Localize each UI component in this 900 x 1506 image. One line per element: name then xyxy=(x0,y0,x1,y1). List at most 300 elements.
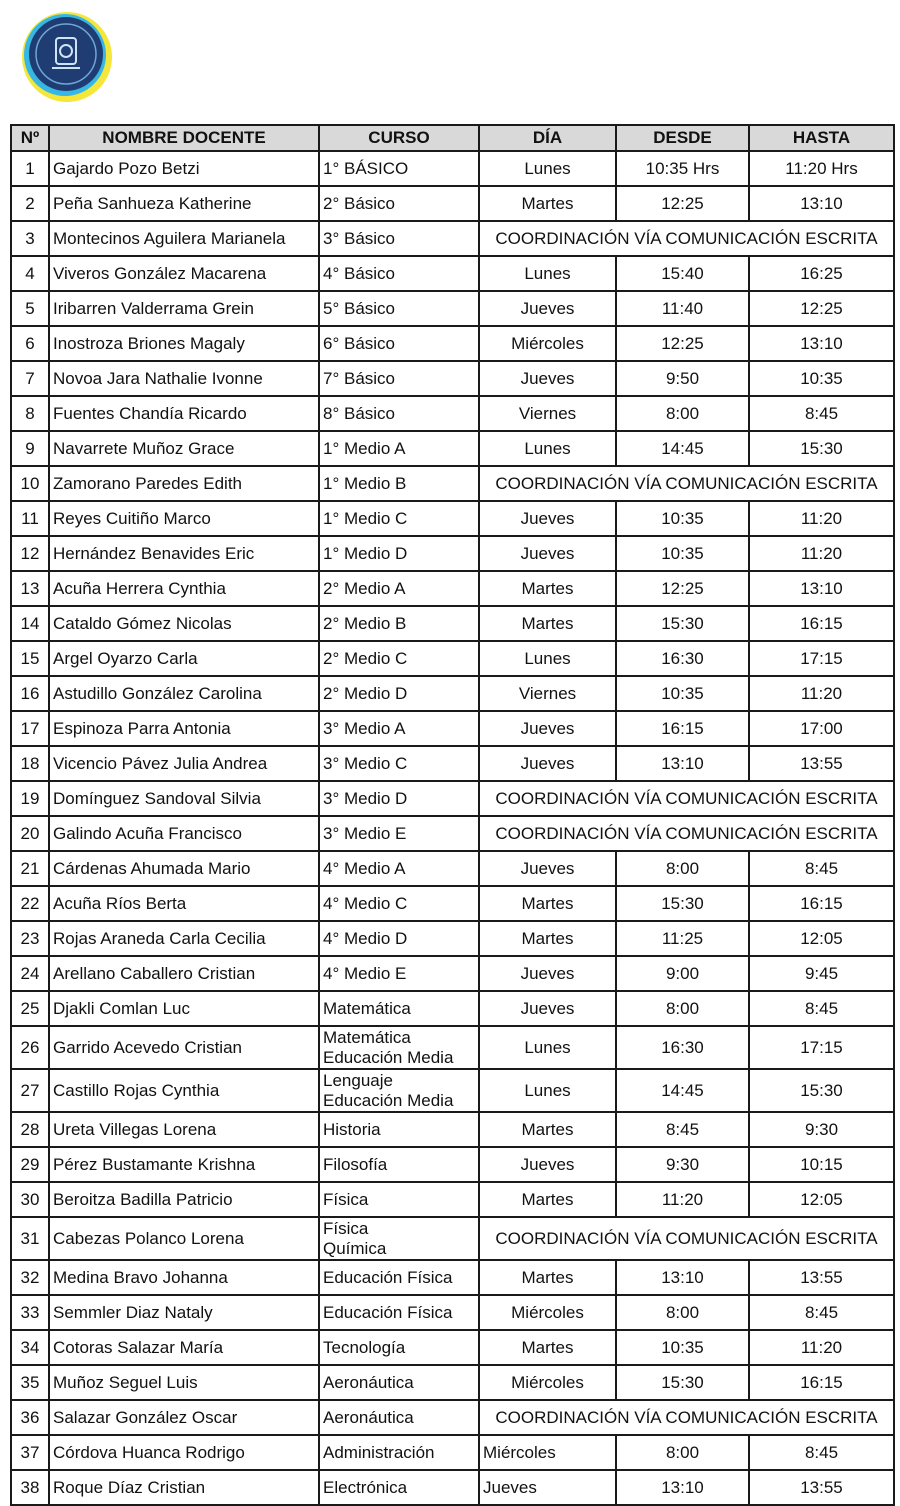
start-time: 8:00 xyxy=(616,851,749,886)
row-number: 2 xyxy=(11,186,49,221)
course-name: Física xyxy=(323,1218,369,1238)
course-name: 2° Básico xyxy=(323,193,396,213)
teacher-name: Salazar González Oscar xyxy=(49,1400,319,1435)
course-cell xyxy=(319,186,479,221)
course-name: Historia xyxy=(323,1119,381,1139)
course-cell xyxy=(319,1182,479,1217)
table-row xyxy=(11,1217,894,1260)
start-time: 15:40 xyxy=(616,256,749,291)
row-number: 33 xyxy=(11,1295,49,1330)
teacher-name: Novoa Jara Nathalie Ivonne xyxy=(49,361,319,396)
teacher-name: Medina Bravo Johanna xyxy=(49,1260,319,1295)
teacher-name: Cataldo Gómez Nicolas xyxy=(49,606,319,641)
row-number: 11 xyxy=(11,501,49,536)
course-name: 1° Medio A xyxy=(323,438,406,458)
course-cell xyxy=(319,991,479,1026)
end-time: 16:25 xyxy=(749,256,894,291)
course-cell xyxy=(319,431,479,466)
teacher-name: Cotoras Salazar María xyxy=(49,1330,319,1365)
teacher-name: Argel Oyarzo Carla xyxy=(49,641,319,676)
teacher-name: Gajardo Pozo Betzi xyxy=(49,151,319,186)
row-number: 16 xyxy=(11,676,49,711)
column-header-day: DÍA xyxy=(479,125,616,151)
teacher-name: Acuña Ríos Berta xyxy=(49,886,319,921)
row-number: 19 xyxy=(11,781,49,816)
day-cell: Martes xyxy=(479,571,616,606)
teacher-name: Hernández Benavides Eric xyxy=(49,536,319,571)
course-name: 3° Medio C xyxy=(323,753,408,773)
teacher-name: Garrido Acevedo Cristian xyxy=(49,1026,319,1069)
table-row xyxy=(11,571,894,606)
day-cell: Jueves xyxy=(479,746,616,781)
teacher-name: Rojas Araneda Carla Cecilia xyxy=(49,921,319,956)
teacher-name: Beroitza Badilla Patricio xyxy=(49,1182,319,1217)
end-time: 9:30 xyxy=(749,1112,894,1147)
course-cell xyxy=(319,851,479,886)
table-row xyxy=(11,221,894,256)
table-row xyxy=(11,1435,894,1470)
row-number: 17 xyxy=(11,711,49,746)
table-row xyxy=(11,151,894,186)
teacher-name: Pérez Bustamante Krishna xyxy=(49,1147,319,1182)
course-name: 3° Medio D xyxy=(323,788,408,808)
teacher-name: Viveros González Macarena xyxy=(49,256,319,291)
course-cell xyxy=(319,571,479,606)
start-time: 8:00 xyxy=(616,396,749,431)
teacher-name: Fuentes Chandía Ricardo xyxy=(49,396,319,431)
start-time: 9:30 xyxy=(616,1147,749,1182)
teacher-name: Cárdenas Ahumada Mario xyxy=(49,851,319,886)
course-name: Aeronáutica xyxy=(323,1372,414,1392)
course-name: Educación Física xyxy=(323,1302,453,1322)
table-row xyxy=(11,816,894,851)
row-number: 15 xyxy=(11,641,49,676)
teacher-name: Córdova Huanca Rodrigo xyxy=(49,1435,319,1470)
start-time: 8:00 xyxy=(616,1295,749,1330)
teacher-name: Roque Díaz Cristian xyxy=(49,1470,319,1505)
course-cell xyxy=(319,921,479,956)
course-cell xyxy=(319,886,479,921)
end-time: 12:05 xyxy=(749,921,894,956)
course-cell xyxy=(319,326,479,361)
course-name: 2° Medio D xyxy=(323,683,408,703)
start-time: 8:00 xyxy=(616,991,749,1026)
table-row xyxy=(11,851,894,886)
start-time: 8:00 xyxy=(616,1435,749,1470)
row-number: 7 xyxy=(11,361,49,396)
column-header-to: HASTA xyxy=(749,125,894,151)
course-cell xyxy=(319,1147,479,1182)
end-time: 8:45 xyxy=(749,1295,894,1330)
day-cell: Jueves xyxy=(479,291,616,326)
day-cell: Martes xyxy=(479,886,616,921)
table-row xyxy=(11,1330,894,1365)
course-name: 3° Medio E xyxy=(323,823,407,843)
teacher-name: Iribarren Valderrama Grein xyxy=(49,291,319,326)
end-time: 13:55 xyxy=(749,1260,894,1295)
teacher-name: Inostroza Briones Magaly xyxy=(49,326,319,361)
table-row xyxy=(11,1112,894,1147)
row-number: 35 xyxy=(11,1365,49,1400)
table-header-row xyxy=(11,125,894,151)
day-cell: Lunes xyxy=(479,431,616,466)
start-time: 9:50 xyxy=(616,361,749,396)
teacher-name: Zamorano Paredes Edith xyxy=(49,466,319,501)
day-cell: Jueves xyxy=(479,1147,616,1182)
column-header-number: Nº xyxy=(11,125,49,151)
table-body xyxy=(11,151,894,1505)
course-name: 4° Básico xyxy=(323,263,396,283)
course-name: Matemática xyxy=(323,1027,411,1047)
day-cell: Jueves xyxy=(479,711,616,746)
row-number: 9 xyxy=(11,431,49,466)
row-number: 27 xyxy=(11,1069,49,1112)
table-row xyxy=(11,291,894,326)
start-time: 16:15 xyxy=(616,711,749,746)
day-cell: Lunes xyxy=(479,641,616,676)
row-number: 14 xyxy=(11,606,49,641)
course-name: 6° Básico xyxy=(323,333,396,353)
course-cell xyxy=(319,1470,479,1505)
end-time: 17:00 xyxy=(749,711,894,746)
teacher-name: Djakli Comlan Luc xyxy=(49,991,319,1026)
end-time: 9:45 xyxy=(749,956,894,991)
start-time: 10:35 xyxy=(616,536,749,571)
end-time: 8:45 xyxy=(749,991,894,1026)
day-cell: Martes xyxy=(479,1330,616,1365)
coordination-note: COORDINACIÓN VÍA COMUNICACIÓN ESCRITA xyxy=(479,781,894,816)
course-name: Educación Física xyxy=(323,1267,453,1287)
day-cell: Jueves xyxy=(479,991,616,1026)
row-number: 31 xyxy=(11,1217,49,1260)
day-cell: Jueves xyxy=(479,851,616,886)
end-time: 8:45 xyxy=(749,1435,894,1470)
end-time: 13:10 xyxy=(749,326,894,361)
course-name: 2° Medio B xyxy=(323,613,407,633)
course-name: Lenguaje xyxy=(323,1070,393,1090)
teacher-name: Montecinos Aguilera Marianela xyxy=(49,221,319,256)
end-time: 11:20 Hrs xyxy=(749,151,894,186)
table-row xyxy=(11,956,894,991)
course-name: 4° Medio A xyxy=(323,858,406,878)
course-cell xyxy=(319,606,479,641)
course-name: Matemática xyxy=(323,998,411,1018)
course-name: 7° Básico xyxy=(323,368,396,388)
teacher-name: Navarrete Muñoz Grace xyxy=(49,431,319,466)
day-cell: Viernes xyxy=(479,396,616,431)
course-name: 2° Medio C xyxy=(323,648,408,668)
end-time: 10:35 xyxy=(749,361,894,396)
end-time: 13:55 xyxy=(749,1470,894,1505)
start-time: 12:25 xyxy=(616,326,749,361)
course-cell xyxy=(319,1435,479,1470)
table-row xyxy=(11,1470,894,1505)
course-cell xyxy=(319,1026,479,1069)
day-cell: Miércoles xyxy=(479,326,616,361)
table-row xyxy=(11,921,894,956)
column-header-course: CURSO xyxy=(319,125,479,151)
table-row xyxy=(11,186,894,221)
table-row xyxy=(11,1069,894,1112)
day-cell: Martes xyxy=(479,606,616,641)
course-name: Tecnología xyxy=(323,1337,406,1357)
coordination-note: COORDINACIÓN VÍA COMUNICACIÓN ESCRITA xyxy=(479,1217,894,1260)
course-cell xyxy=(319,151,479,186)
row-number: 34 xyxy=(11,1330,49,1365)
day-cell: Jueves xyxy=(479,956,616,991)
day-cell: Jueves xyxy=(479,536,616,571)
table-row xyxy=(11,466,894,501)
end-time: 16:15 xyxy=(749,886,894,921)
course-cell xyxy=(319,256,479,291)
course-name: 4° Medio E xyxy=(323,963,407,983)
row-number: 20 xyxy=(11,816,49,851)
column-header-teacher: NOMBRE DOCENTE xyxy=(49,125,319,151)
row-number: 30 xyxy=(11,1182,49,1217)
course-cell xyxy=(319,466,479,501)
teacher-name: Semmler Diaz Nataly xyxy=(49,1295,319,1330)
course-cell xyxy=(319,501,479,536)
day-cell: Martes xyxy=(479,1112,616,1147)
course-name: 2° Medio A xyxy=(323,578,406,598)
teacher-name: Reyes Cuitiño Marco xyxy=(49,501,319,536)
course-name: Educación Media xyxy=(323,1047,454,1067)
table-row xyxy=(11,536,894,571)
teacher-schedule-table xyxy=(10,124,895,1506)
course-name: Administración xyxy=(323,1442,435,1462)
table-row xyxy=(11,361,894,396)
school-logo xyxy=(20,10,114,104)
course-cell xyxy=(319,221,479,256)
course-cell xyxy=(319,536,479,571)
start-time: 15:30 xyxy=(616,886,749,921)
coordination-note: COORDINACIÓN VÍA COMUNICACIÓN ESCRITA xyxy=(479,466,894,501)
row-number: 21 xyxy=(11,851,49,886)
course-name: 1° Medio D xyxy=(323,543,408,563)
teacher-name: Ureta Villegas Lorena xyxy=(49,1112,319,1147)
teacher-name: Vicencio Pávez Julia Andrea xyxy=(49,746,319,781)
teacher-name: Arellano Caballero Cristian xyxy=(49,956,319,991)
end-time: 11:20 xyxy=(749,536,894,571)
table-row xyxy=(11,1295,894,1330)
start-time: 16:30 xyxy=(616,1026,749,1069)
start-time: 11:20 xyxy=(616,1182,749,1217)
day-cell: Martes xyxy=(479,186,616,221)
row-number: 37 xyxy=(11,1435,49,1470)
end-time: 12:05 xyxy=(749,1182,894,1217)
course-cell xyxy=(319,711,479,746)
course-cell xyxy=(319,1365,479,1400)
coordination-note: COORDINACIÓN VÍA COMUNICACIÓN ESCRITA xyxy=(479,221,894,256)
start-time: 12:25 xyxy=(616,186,749,221)
start-time: 14:45 xyxy=(616,431,749,466)
course-cell xyxy=(319,781,479,816)
table-row xyxy=(11,1400,894,1435)
row-number: 18 xyxy=(11,746,49,781)
row-number: 13 xyxy=(11,571,49,606)
teacher-name: Espinoza Parra Antonia xyxy=(49,711,319,746)
start-time: 12:25 xyxy=(616,571,749,606)
course-cell xyxy=(319,956,479,991)
course-cell xyxy=(319,1295,479,1330)
course-name: Electrónica xyxy=(323,1477,408,1497)
course-name: 4° Medio D xyxy=(323,928,408,948)
course-name: 4° Medio C xyxy=(323,893,408,913)
end-time: 16:15 xyxy=(749,1365,894,1400)
start-time: 10:35 Hrs xyxy=(616,151,749,186)
course-name: 1° BÁSICO xyxy=(323,158,409,178)
teacher-name: Peña Sanhueza Katherine xyxy=(49,186,319,221)
end-time: 11:20 xyxy=(749,501,894,536)
coordination-note: COORDINACIÓN VÍA COMUNICACIÓN ESCRITA xyxy=(479,816,894,851)
table-row xyxy=(11,396,894,431)
course-name: Física xyxy=(323,1189,369,1209)
row-number: 4 xyxy=(11,256,49,291)
row-number: 5 xyxy=(11,291,49,326)
table-row xyxy=(11,781,894,816)
start-time: 9:00 xyxy=(616,956,749,991)
course-cell xyxy=(319,641,479,676)
teacher-name: Astudillo González Carolina xyxy=(49,676,319,711)
start-time: 15:30 xyxy=(616,1365,749,1400)
table-row xyxy=(11,256,894,291)
start-time: 10:35 xyxy=(616,1330,749,1365)
start-time: 11:25 xyxy=(616,921,749,956)
course-name: Aeronáutica xyxy=(323,1407,414,1427)
course-cell xyxy=(319,1217,479,1260)
end-time: 11:20 xyxy=(749,676,894,711)
course-cell xyxy=(319,1112,479,1147)
day-cell: Viernes xyxy=(479,676,616,711)
start-time: 8:45 xyxy=(616,1112,749,1147)
course-name: Filosofía xyxy=(323,1154,388,1174)
teacher-name: Muñoz Seguel Luis xyxy=(49,1365,319,1400)
end-time: 15:30 xyxy=(749,431,894,466)
course-name: Química xyxy=(323,1238,387,1258)
day-cell: Lunes xyxy=(479,1069,616,1112)
start-time: 11:40 xyxy=(616,291,749,326)
row-number: 25 xyxy=(11,991,49,1026)
table-row xyxy=(11,1026,894,1069)
day-cell: Lunes xyxy=(479,1026,616,1069)
table-row xyxy=(11,711,894,746)
start-time: 13:10 xyxy=(616,746,749,781)
table-row xyxy=(11,501,894,536)
course-name: 3° Básico xyxy=(323,228,396,248)
table-row xyxy=(11,326,894,361)
course-cell xyxy=(319,396,479,431)
end-time: 16:15 xyxy=(749,606,894,641)
end-time: 8:45 xyxy=(749,396,894,431)
column-header-from: DESDE xyxy=(616,125,749,151)
row-number: 8 xyxy=(11,396,49,431)
row-number: 3 xyxy=(11,221,49,256)
table-row xyxy=(11,746,894,781)
end-time: 17:15 xyxy=(749,641,894,676)
course-name: 8° Básico xyxy=(323,403,396,423)
day-cell: Jueves xyxy=(479,361,616,396)
course-name: 1° Medio C xyxy=(323,508,408,528)
start-time: 13:10 xyxy=(616,1260,749,1295)
table-row xyxy=(11,991,894,1026)
row-number: 38 xyxy=(11,1470,49,1505)
start-time: 13:10 xyxy=(616,1470,749,1505)
course-cell xyxy=(319,291,479,326)
day-cell: Jueves xyxy=(479,501,616,536)
row-number: 6 xyxy=(11,326,49,361)
row-number: 32 xyxy=(11,1260,49,1295)
course-cell xyxy=(319,816,479,851)
table-row xyxy=(11,886,894,921)
row-number: 23 xyxy=(11,921,49,956)
day-cell: Martes xyxy=(479,1182,616,1217)
teacher-name: Domínguez Sandoval Silvia xyxy=(49,781,319,816)
start-time: 16:30 xyxy=(616,641,749,676)
end-time: 17:15 xyxy=(749,1026,894,1069)
end-time: 13:55 xyxy=(749,746,894,781)
row-number: 36 xyxy=(11,1400,49,1435)
row-number: 29 xyxy=(11,1147,49,1182)
teacher-name: Castillo Rojas Cynthia xyxy=(49,1069,319,1112)
row-number: 24 xyxy=(11,956,49,991)
day-cell: Martes xyxy=(479,921,616,956)
course-name: 5° Básico xyxy=(323,298,396,318)
row-number: 10 xyxy=(11,466,49,501)
course-name: 1° Medio B xyxy=(323,473,407,493)
row-number: 12 xyxy=(11,536,49,571)
course-cell xyxy=(319,1400,479,1435)
start-time: 10:35 xyxy=(616,676,749,711)
start-time: 14:45 xyxy=(616,1069,749,1112)
row-number: 22 xyxy=(11,886,49,921)
day-cell: Jueves xyxy=(479,1470,616,1505)
day-cell: Miércoles xyxy=(479,1295,616,1330)
table-row xyxy=(11,1365,894,1400)
course-cell xyxy=(319,361,479,396)
end-time: 12:25 xyxy=(749,291,894,326)
teacher-name: Cabezas Polanco Lorena xyxy=(49,1217,319,1260)
school-crest-icon xyxy=(20,10,114,104)
end-time: 13:10 xyxy=(749,571,894,606)
course-cell xyxy=(319,676,479,711)
end-time: 11:20 xyxy=(749,1330,894,1365)
table-row xyxy=(11,1182,894,1217)
table-row xyxy=(11,606,894,641)
day-cell: Lunes xyxy=(479,256,616,291)
course-cell xyxy=(319,1330,479,1365)
day-cell: Lunes xyxy=(479,151,616,186)
table-row xyxy=(11,1260,894,1295)
day-cell: Miércoles xyxy=(479,1365,616,1400)
end-time: 15:30 xyxy=(749,1069,894,1112)
course-name: 3° Medio A xyxy=(323,718,406,738)
row-number: 1 xyxy=(11,151,49,186)
day-cell: Miércoles xyxy=(479,1435,616,1470)
teacher-name: Acuña Herrera Cynthia xyxy=(49,571,319,606)
table-row xyxy=(11,676,894,711)
end-time: 10:15 xyxy=(749,1147,894,1182)
course-name: Educación Media xyxy=(323,1090,454,1110)
day-cell: Martes xyxy=(479,1260,616,1295)
table-row xyxy=(11,641,894,676)
teacher-name: Galindo Acuña Francisco xyxy=(49,816,319,851)
end-time: 13:10 xyxy=(749,186,894,221)
coordination-note: COORDINACIÓN VÍA COMUNICACIÓN ESCRITA xyxy=(479,1400,894,1435)
table-row xyxy=(11,431,894,466)
row-number: 28 xyxy=(11,1112,49,1147)
course-cell xyxy=(319,746,479,781)
start-time: 15:30 xyxy=(616,606,749,641)
